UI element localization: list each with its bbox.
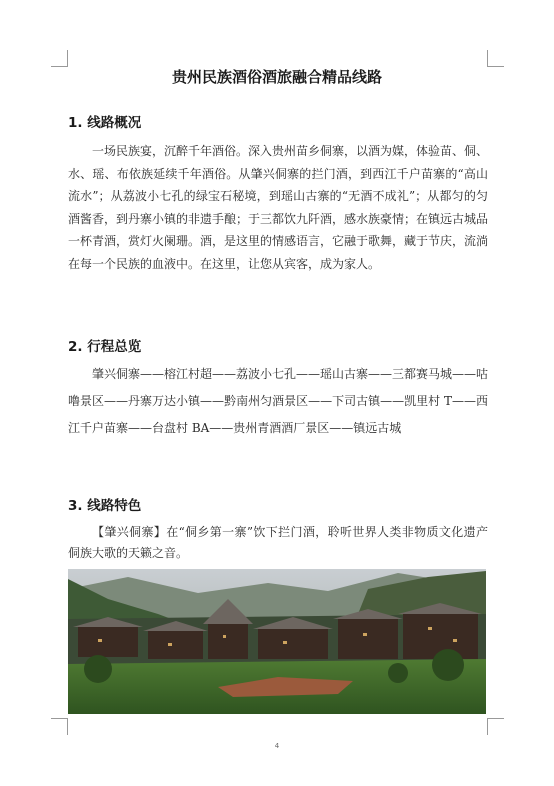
- crop-mark-bottom-left: [51, 718, 68, 735]
- itinerary-paragraph: 肇兴侗寨——榕江村超——荔波小七孔——瑶山古寨——三都赛马城——咕噜景区——丹寨万达小镇——黔南州匀酒景区——下司古镇——凯里村 T——西江千户苗寨——台盘村 BA——贵州青酒酒厂景区——镇远古城: [68, 367, 489, 435]
- section-heading-itinerary: 2. 行程总览: [68, 339, 142, 355]
- section-heading-features: 3. 线路特色: [68, 498, 142, 514]
- crop-mark-top-right: [487, 50, 504, 67]
- section-heading-overview: 1. 线路概况: [68, 115, 142, 131]
- crop-mark-bottom-right: [487, 718, 504, 735]
- page-number: 4: [274, 742, 280, 750]
- crop-mark-top-left: [51, 50, 68, 67]
- features-paragraph: 【肇兴侗寨】在“侗乡第一寨”饮下拦门酒，聆听世界人类非物质文化遗产侗族大歌的天籁之音。: [68, 525, 488, 560]
- document-title: 贵州民族酒俗酒旅融合精品线路: [171, 68, 382, 86]
- overview-paragraph: 一场民族宴，沉醉千年酒俗。深入贵州苗乡侗寨，以酒为媒，体验苗、侗、水、瑶、布依族延续千年酒俗。从肇兴侗寨的拦门酒，到西江千户苗寨的“高山流水”；从荔波小七孔的绿宝石秘境，到瑶山古寨的“无酒不成礼”；从都匀的匀酒酱香，到丹寨小镇的非遗手酿；于三都饮九阡酒，感水族豪情；在镇远古城品一杯青酒，赏灯火阑珊。酒，是这里的情感语言，它融于歌舞，藏于节庆，流淌在每一个民族的血液中。在这里，让您从宾客，成为家人。: [68, 144, 489, 271]
- village-photo: [68, 569, 486, 714]
